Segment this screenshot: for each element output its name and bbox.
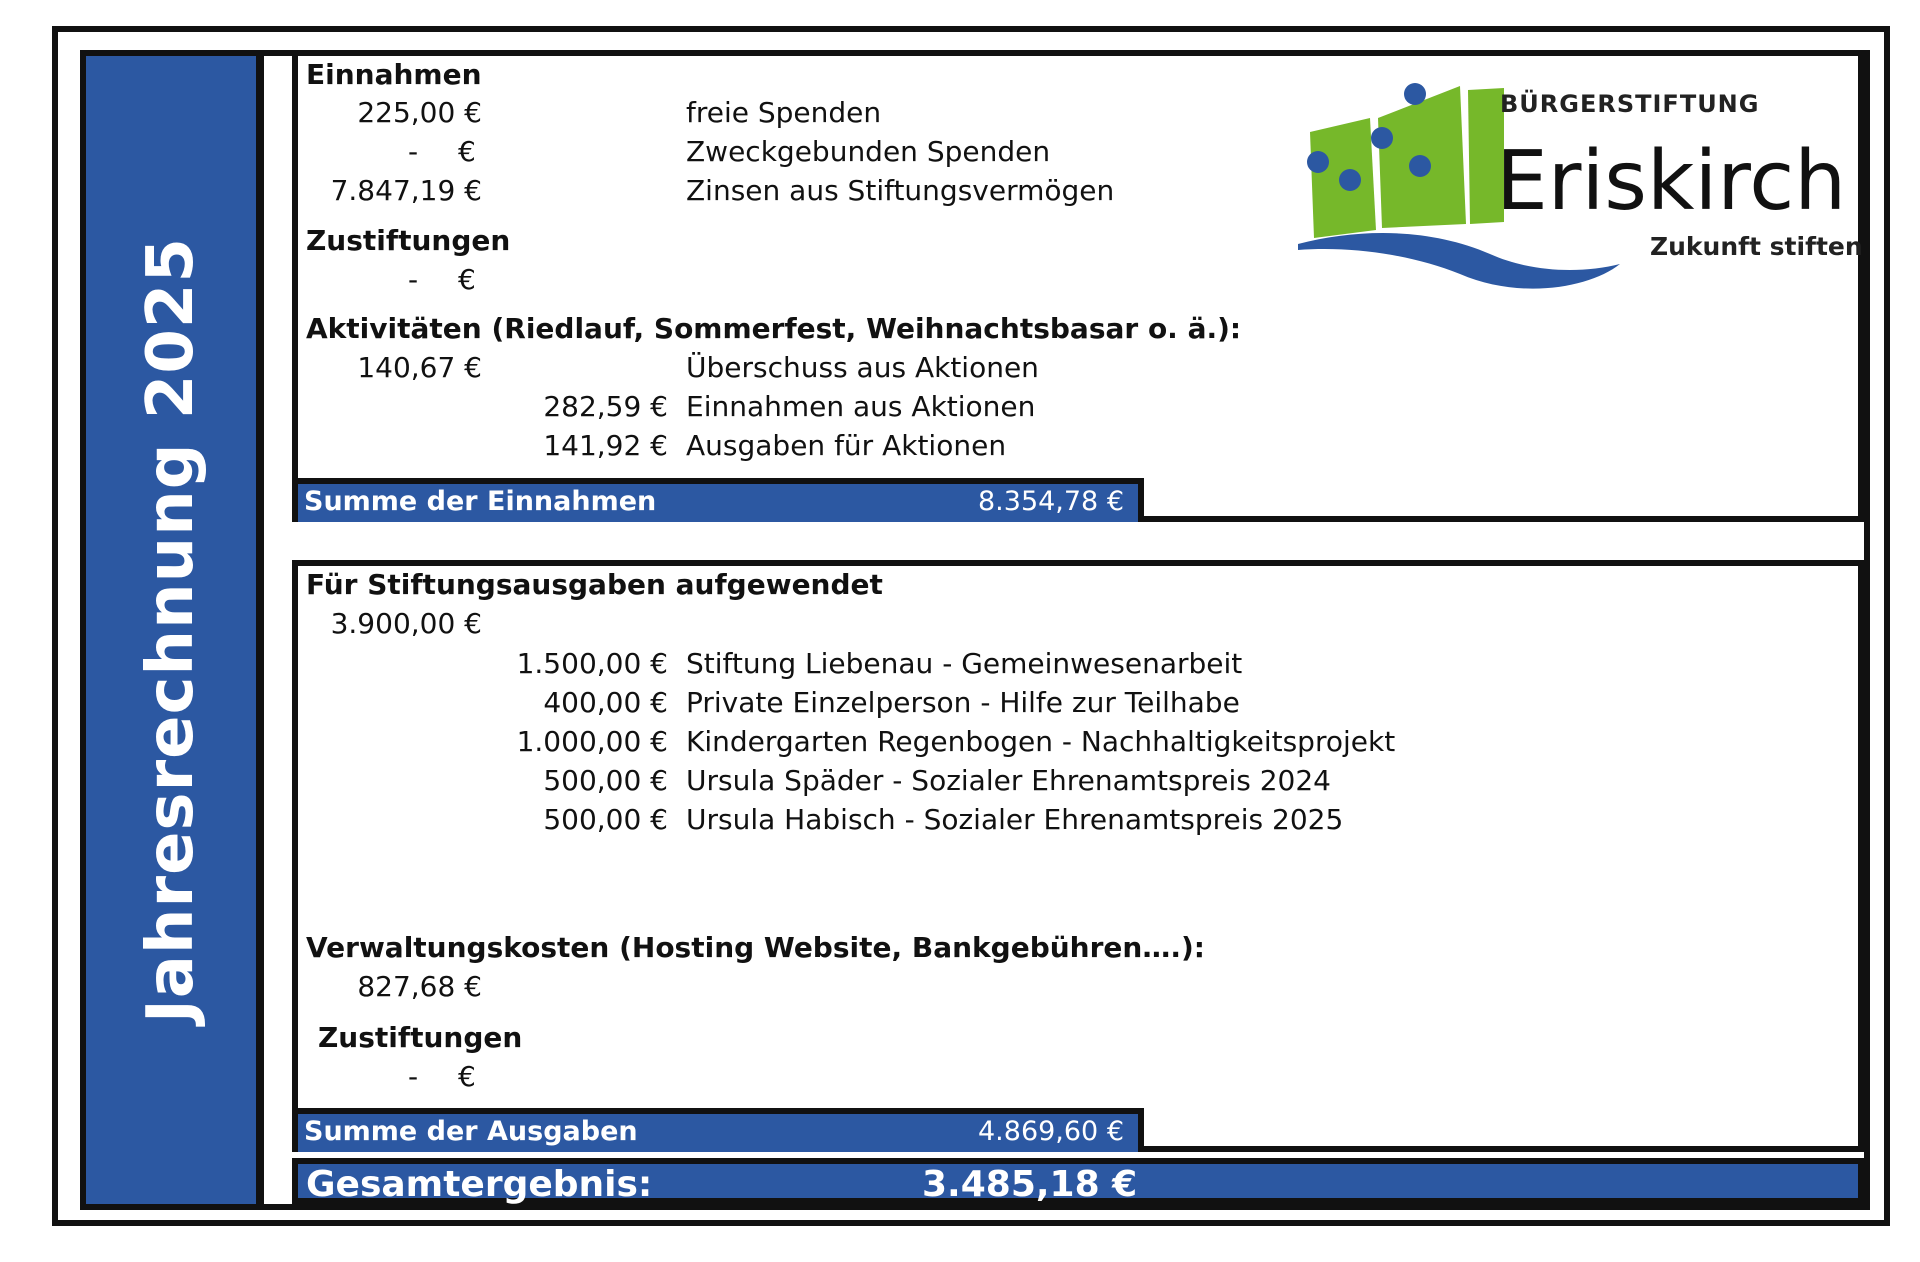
zustiftungen-expenses-eur: € bbox=[458, 1060, 476, 1093]
expenses-total: 3.900,00 € bbox=[330, 607, 482, 640]
activities-surplus-amount: 140,67 € bbox=[357, 351, 482, 384]
income-sum-label: Summe der Einnahmen bbox=[304, 486, 657, 517]
income-amount-3: 7.847,19 € bbox=[330, 174, 482, 207]
zustiftungen-expenses-dash: - bbox=[408, 1060, 419, 1093]
activities-expenses-amount: 141,92 € bbox=[543, 429, 668, 462]
expenses-panel bbox=[292, 560, 1864, 1152]
zustiftungen-expenses-heading: Zustiftungen bbox=[318, 1021, 523, 1054]
expense-item-amount: 1.500,00 € bbox=[516, 647, 668, 680]
zustiftungen-dash: - bbox=[408, 263, 419, 296]
total-label: Gesamtergebnis: bbox=[306, 1164, 653, 1205]
sidebar-title: Jahresrechnung 2025 bbox=[134, 237, 208, 1023]
expense-item-amount: 400,00 € bbox=[543, 686, 668, 719]
expense-item-desc: Stiftung Liebenau - Gemeinwesenarbeit bbox=[686, 647, 1243, 680]
admin-amount: 827,68 € bbox=[357, 970, 482, 1003]
income-desc-3: Zinsen aus Stiftungsvermögen bbox=[686, 174, 1115, 207]
zustiftungen-heading: Zustiftungen bbox=[306, 224, 511, 257]
expense-item-amount: 500,00 € bbox=[543, 764, 668, 797]
activities-heading: Aktivitäten (Riedlauf, Sommerfest, Weihnachtsbasar o. ä.): bbox=[306, 312, 1242, 345]
expense-item-desc: Ursula Späder - Sozialer Ehrenamtspreis 2024 bbox=[686, 764, 1331, 797]
expense-item-desc: Ursula Habisch - Sozialer Ehrenamtspreis 2025 bbox=[686, 803, 1344, 836]
expenses-sum-label: Summe der Ausgaben bbox=[304, 1116, 638, 1147]
sidebar bbox=[86, 56, 264, 1204]
expense-item-desc: Kindergarten Regenbogen - Nachhaltigkeitsprojekt bbox=[686, 725, 1396, 758]
income-sum-value: 8.354,78 € bbox=[978, 486, 1124, 517]
expenses-sum-bar bbox=[298, 1108, 1144, 1152]
income-heading: Einnahmen bbox=[306, 58, 482, 91]
activities-expenses-desc: Ausgaben für Aktionen bbox=[686, 429, 1007, 462]
expenses-heading: Für Stiftungsausgaben aufgewendet bbox=[306, 568, 883, 601]
income-sum-bar bbox=[298, 478, 1144, 522]
income-desc-1: freie Spenden bbox=[686, 96, 882, 129]
logo-subtitle: Zukunft stiften bbox=[1650, 232, 1863, 261]
expense-item-amount: 500,00 € bbox=[543, 803, 668, 836]
activities-surplus-desc: Überschuss aus Aktionen bbox=[686, 351, 1039, 384]
expense-item-desc: Private Einzelperson - Hilfe zur Teilhabe bbox=[686, 686, 1240, 719]
logo bbox=[1290, 78, 1863, 298]
total-value: 3.485,18 € bbox=[922, 1164, 1138, 1205]
income-dash-2: - bbox=[408, 135, 419, 168]
activities-income-desc: Einnahmen aus Aktionen bbox=[686, 390, 1036, 423]
logo-name: Eriskirch bbox=[1496, 134, 1847, 229]
activities-income-amount: 282,59 € bbox=[543, 390, 668, 423]
total-bar bbox=[292, 1158, 1864, 1204]
income-eur-2: € bbox=[458, 135, 476, 168]
expense-item-amount: 1.000,00 € bbox=[516, 725, 668, 758]
expenses-sum-value: 4.869,60 € bbox=[978, 1116, 1124, 1147]
logo-top-text: BÜRGERSTIFTUNG bbox=[1500, 90, 1760, 118]
admin-heading: Verwaltungskosten (Hosting Website, Bankgebühren….): bbox=[306, 931, 1205, 964]
income-amount-1: 225,00 € bbox=[357, 96, 482, 129]
income-desc-2: Zweckgebunden Spenden bbox=[686, 135, 1051, 168]
zustiftungen-eur: € bbox=[458, 263, 476, 296]
